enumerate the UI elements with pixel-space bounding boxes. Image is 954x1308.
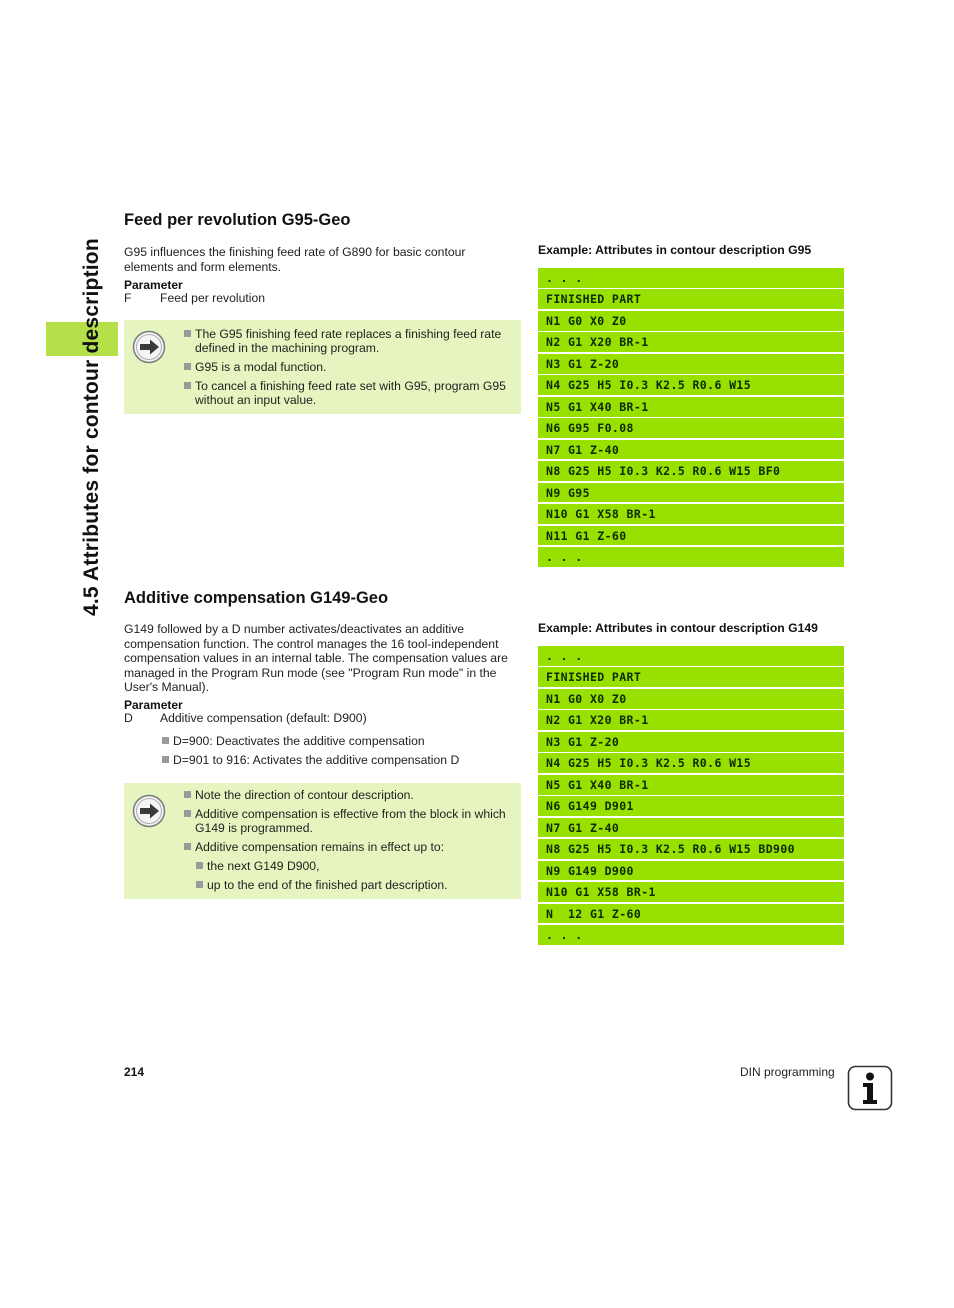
parameter-key: D xyxy=(124,711,133,725)
note-list xyxy=(183,788,513,897)
note-item: G95 is a modal function. xyxy=(183,360,513,374)
section-body-g95 xyxy=(124,245,519,274)
subnote-item: the next G149 D900, xyxy=(195,859,513,873)
body-line: elements and form elements. xyxy=(124,259,282,274)
code-line: N7 G1 Z-40 xyxy=(538,818,844,838)
chapter-footer: DIN programming xyxy=(740,1065,835,1079)
code-line: N9 G149 D900 xyxy=(538,861,844,881)
body-line: G95 influences the finishing feed rate of G890 for basic contour xyxy=(124,245,466,259)
chapter-title: 4.5 Attributes for contour description xyxy=(80,238,103,616)
parameter-desc: Feed per revolution xyxy=(160,291,266,305)
code-line: N10 G1 X58 BR-1 xyxy=(538,882,844,902)
example-title-g149: Example: Attributes in contour description G149 xyxy=(538,621,818,635)
code-line: . . . xyxy=(538,646,844,666)
code-line: N1 G0 X0 Z0 xyxy=(538,689,844,709)
parameter-heading: Parameter xyxy=(124,698,183,712)
code-line: . . . xyxy=(538,268,844,288)
body-line: compensation values in an internal table. The compensation values are xyxy=(124,651,508,665)
option-item: D=901 to 916: Activates the additive compensation D xyxy=(161,753,521,767)
code-line: FINISHED PART xyxy=(538,289,844,309)
code-line: N5 G1 X40 BR-1 xyxy=(538,397,844,417)
section-body-g149 xyxy=(124,622,524,695)
body-line: User's Manual). xyxy=(124,680,209,694)
parameter-key: F xyxy=(124,291,132,305)
info-icon xyxy=(847,1065,893,1116)
code-line: N6 G149 D901 xyxy=(538,796,844,816)
code-block-g149 xyxy=(538,646,844,947)
section-heading-g149: Additive compensation G149-Geo xyxy=(124,589,389,607)
code-line: N8 G25 H5 I0.3 K2.5 R0.6 W15 BF0 xyxy=(538,461,844,481)
parameter-desc: Additive compensation (default: D900) xyxy=(160,711,367,725)
arrow-right-icon xyxy=(132,794,166,833)
code-line: N9 G95 xyxy=(538,483,844,503)
code-line: . . . xyxy=(538,925,844,945)
code-line: N2 G1 X20 BR-1 xyxy=(538,332,844,352)
code-line: N5 G1 X40 BR-1 xyxy=(538,775,844,795)
code-line: FINISHED PART xyxy=(538,667,844,687)
parameter-row xyxy=(124,711,367,725)
code-line: N10 G1 X58 BR-1 xyxy=(538,504,844,524)
section-heading-g95: Feed per revolution G95-Geo xyxy=(124,211,351,229)
code-line: N11 G1 Z-60 xyxy=(538,526,844,546)
code-block-g95 xyxy=(538,268,844,569)
option-item: D=900: Deactivates the additive compensation xyxy=(161,734,521,748)
body-line: compensation function. The control manages the 16 tool-independent xyxy=(124,636,499,651)
option-list xyxy=(161,734,521,772)
note-item: Additive compensation is effective from the block in which G149 is programmed. xyxy=(183,807,513,835)
body-line: G149 followed by a D number activates/deactivates an additive xyxy=(124,622,465,636)
subnote-item: up to the end of the finished part description. xyxy=(195,878,513,892)
code-line: N3 G1 Z-20 xyxy=(538,732,844,752)
note-item: The G95 finishing feed rate replaces a finishing feed rate defined in the machining program. xyxy=(183,327,513,355)
arrow-right-icon xyxy=(132,330,166,369)
body-line: managed in the Program Run mode (see "Program Run mode" in the xyxy=(124,665,497,680)
code-line: N3 G1 Z-20 xyxy=(538,354,844,374)
code-line: N7 G1 Z-40 xyxy=(538,440,844,460)
code-line: N2 G1 X20 BR-1 xyxy=(538,710,844,730)
code-line: N6 G95 F0.08 xyxy=(538,418,844,438)
code-line: N4 G25 H5 I0.3 K2.5 R0.6 W15 xyxy=(538,375,844,395)
note-item: Additive compensation remains in effect up to: xyxy=(183,840,513,854)
code-line: N1 G0 X0 Z0 xyxy=(538,311,844,331)
parameter-heading: Parameter xyxy=(124,278,183,292)
parameter-row xyxy=(124,291,265,305)
code-line: . . . xyxy=(538,547,844,567)
code-line: N 12 G1 Z-60 xyxy=(538,904,844,924)
note-box-g149 xyxy=(124,783,521,899)
note-item: Note the direction of contour description. xyxy=(183,788,513,802)
code-line: N8 G25 H5 I0.3 K2.5 R0.6 W15 BD900 xyxy=(538,839,844,859)
note-list xyxy=(183,327,513,412)
page-number: 214 xyxy=(124,1065,145,1079)
note-item: To cancel a finishing feed rate set with G95, program G95 without an input value. xyxy=(183,379,513,407)
code-line: N4 G25 H5 I0.3 K2.5 R0.6 W15 xyxy=(538,753,844,773)
example-title-g95: Example: Attributes in contour description G95 xyxy=(538,243,812,257)
note-box-g95 xyxy=(124,320,521,414)
